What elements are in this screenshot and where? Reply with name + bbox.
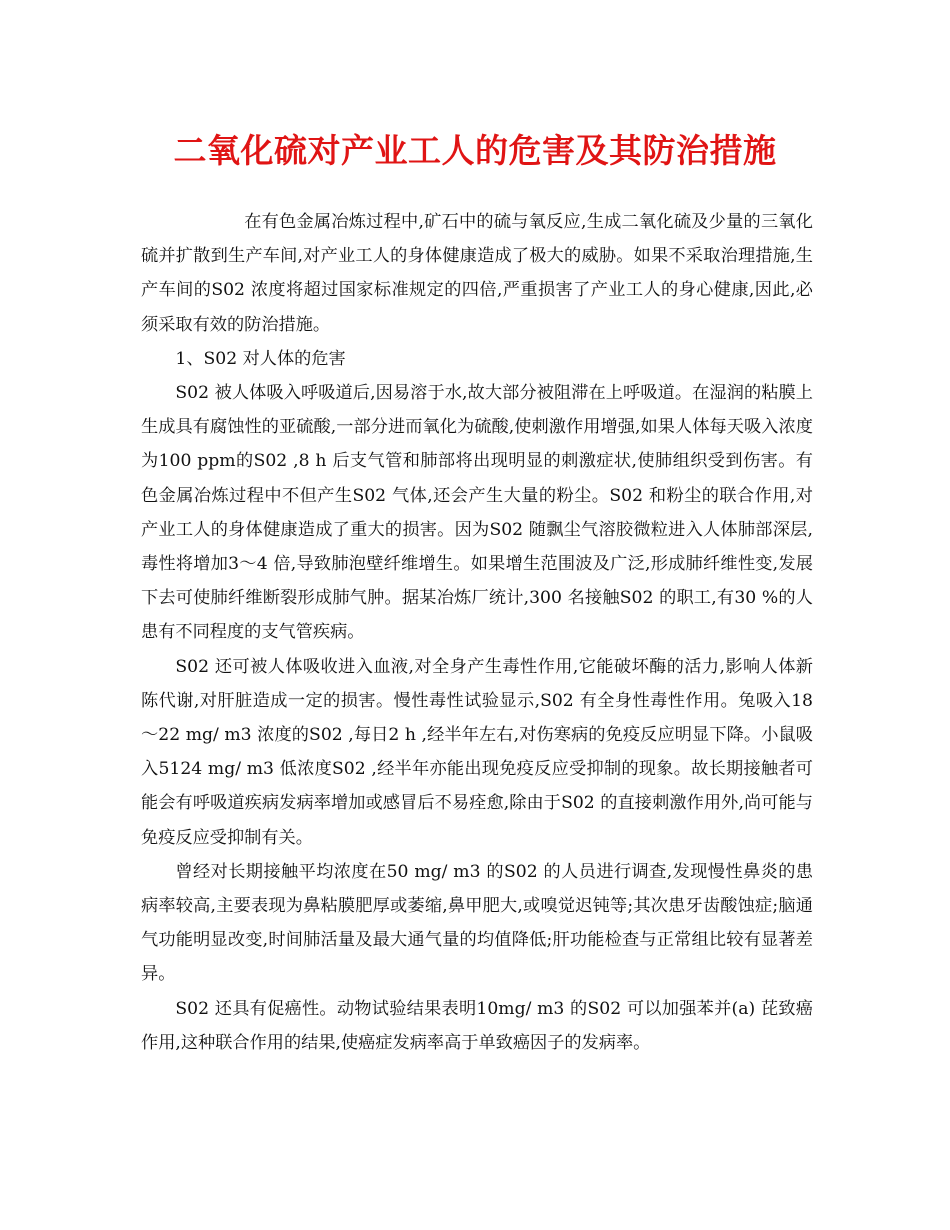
document-title: 二氧化硫对产业工人的危害及其防治措施 (173, 131, 777, 170)
document-body (141, 205, 813, 1060)
section-heading-1: 1、S02 对人体的危害 (175, 348, 346, 369)
body-paragraph: S02 被人体吸入呼吸道后,因易溶于水,故大部分被阻滞在上呼吸道。在湿润的粘膜上生成具有腐蚀性的亚硫酸,一部分进而氧化为硫酸,使刺激作用增强,如果人体每天吸入浓度为100 ppm的S02 ,8 h 后支气管和肺部将出现明显的刺激症状,使肺组织受到伤害。有色金属冶炼过程中不但产生S02 气体,还会产生大量的粉尘。S02 和粉尘的联合作用,对产业工人的身体健康造成了重大的损害。因为S02 随飘尘气溶胶微粒进入人体肺部深层,毒性将增加3～4 倍,导致肺泡壁纤维增生。如果增生范围波及广泛,形成肺纤维性变,发展下去可使肺纤维断裂形成肺气肿。据某冶炼厂统计,300 名接触S02 的职工,有30 %的人患有不同程度的支气管疾病。 (141, 383, 813, 643)
body-paragraph: S02 还具有促癌性。动物试验结果表明10mg/ m3 的S02 可以加强苯并(a) 芘致癌作用,这种联合作用的结果,使癌症发病率高于单致癌因子的发病率。 (141, 998, 813, 1053)
body-paragraph: 曾经对长期接触平均浓度在50 mg/ m3 的S02 的人员进行调查,发现慢性鼻炎的患病率较高,主要表现为鼻粘膜肥厚或萎缩,鼻甲肥大,或嗅觉迟钝等;其次患牙齿酸蚀症;脑通气功能明显改变,时间肺活量及最大通气量的均值降低;肝功能检查与正常组比较有显著差异。 (141, 861, 813, 985)
intro-paragraph: 在有色金属冶炼过程中,矿石中的硫与氧反应,生成二氧化硫及少量的三氧化硫并扩散到生产车间,对产业工人的身体健康造成了极大的威胁。如果不采取治理措施,生产车间的S02 浓度将超过国家标准规定的四倍,严重损害了产业工人的身心健康,因此,必须采取有效的防治措施。 (141, 212, 813, 335)
body-paragraph: S02 还可被人体吸收进入血液,对全身产生毒性作用,它能破坏酶的活力,影响人体新陈代谢,对肝脏造成一定的损害。慢性毒性试验显示,S02 有全身性毒性作用。兔吸入18～22 mg/ m3 浓度的S02 ,每日2 h ,经半年左右,对伤寒病的免疫反应明显下降。小鼠吸入5124 mg/ m3 低浓度S02 ,经半年亦能出现免疫反应受抑制的现象。故长期接触者可能会有呼吸道疾病发病率增加或感冒后不易痊愈,除由于S02 的直接刺激作用外,尚可能与免疫反应受抑制有关。 (141, 656, 813, 848)
